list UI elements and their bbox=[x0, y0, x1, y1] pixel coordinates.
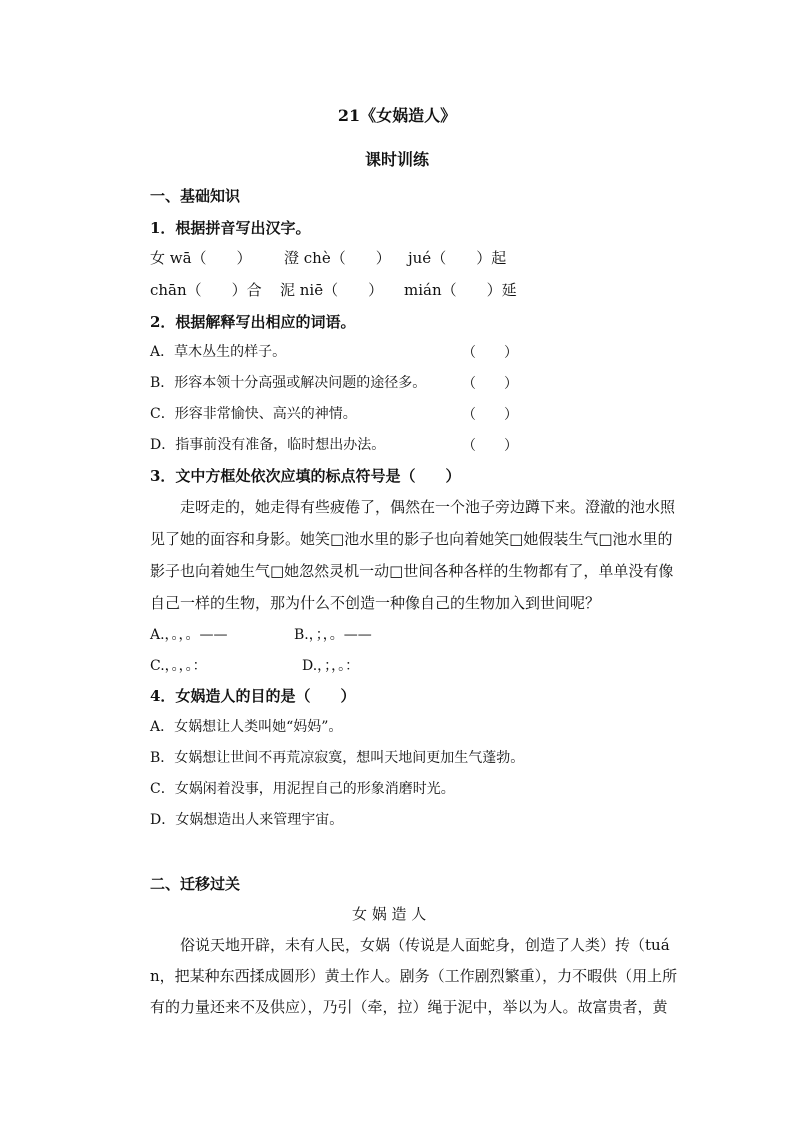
passage-line: 见了她的面容和身影。她笑□池水里的影子也向着她笑□她假装生气□池水里的 bbox=[150, 530, 673, 548]
definition-item: C．形容非常愉快、高兴的神情。 bbox=[150, 406, 357, 422]
passage-line: 走呀走的，她走得有些疲倦了，偶然在一个池子旁边蹲下来。澄澈的池水照 bbox=[150, 498, 676, 516]
option-b: B.，；，。—— bbox=[294, 627, 372, 643]
definition-item: B．形容本领十分高强或解决问题的途径多。 bbox=[150, 375, 427, 391]
question-2-label: 2．根据解释写出相应的词语。 bbox=[150, 313, 356, 331]
pinyin-item: mián（ ）延 bbox=[404, 281, 517, 299]
passage-line: 影子也向着她生气□她忽然灵机一动□世间各种各样的生物都有了，单单没有像 bbox=[150, 562, 674, 580]
choice-item: A．女娲想让人类叫她“妈妈”。 bbox=[150, 719, 343, 735]
pinyin-item: chān（ ）合 bbox=[150, 281, 262, 299]
question-3-label: 3．文中方框处依次应填的标点符号是（ ） bbox=[150, 467, 461, 485]
answer-blank: （ ） bbox=[462, 376, 518, 392]
pinyin-item: 澄 chè（ ） bbox=[284, 249, 391, 267]
option-d: D.，；，。： bbox=[302, 658, 360, 674]
answer-blank: （ ） bbox=[462, 438, 518, 454]
answer-blank: （ ） bbox=[462, 345, 518, 361]
passage-title: 女 娲 造 人 bbox=[352, 905, 427, 923]
question-4-label: 4．女娲造人的目的是（ ） bbox=[150, 687, 356, 705]
page-subtitle: 课时训练 bbox=[364, 150, 429, 169]
passage-line: 俗说天地开辟，未有人民，女娲（传说是人面蛇身，创造了人类）抟（tuá bbox=[150, 936, 670, 954]
choice-item: C．女娲闲着没事，用泥捏自己的形象消磨时光。 bbox=[150, 781, 455, 797]
answer-blank: （ ） bbox=[462, 407, 518, 423]
question-1-label: 1．根据拼音写出汉字。 bbox=[150, 219, 311, 237]
pinyin-item: 泥 niē（ ） bbox=[280, 281, 384, 299]
pinyin-item: 女 wā（ ） bbox=[150, 249, 252, 267]
option-a: A.，。，。—— bbox=[150, 627, 228, 643]
choice-item: D．女娲想造出人来管理宇宙。 bbox=[150, 812, 344, 828]
definition-item: D．指事前没有准备，临时想出办法。 bbox=[150, 437, 386, 453]
passage-line: n，把某种东西揉成圆形）黄土作人。剧务（工作剧烈繁重），力不暇供（用上所 bbox=[150, 967, 678, 985]
choice-item: B．女娲想让世间不再荒凉寂寞，想叫天地间更加生气蓬勃。 bbox=[150, 750, 525, 766]
option-c: C.，。，。： bbox=[150, 658, 207, 674]
pinyin-item: jué（ ）起 bbox=[408, 249, 507, 267]
definition-item: A．草木丛生的样子。 bbox=[150, 344, 287, 360]
section-heading-basic: 一、基础知识 bbox=[150, 187, 241, 205]
section-heading-transfer: 二、迁移过关 bbox=[150, 875, 241, 893]
page-title: 21《女娲造人》 bbox=[337, 106, 457, 125]
passage-line: 自己一样的生物，那为什么不创造一种像自己的生物加入到世间呢？ bbox=[150, 594, 601, 612]
passage-line: 有的力量还来不及供应），乃引（牵，拉）绳于泥中，举以为人。故富贵者，黄 bbox=[150, 998, 668, 1016]
